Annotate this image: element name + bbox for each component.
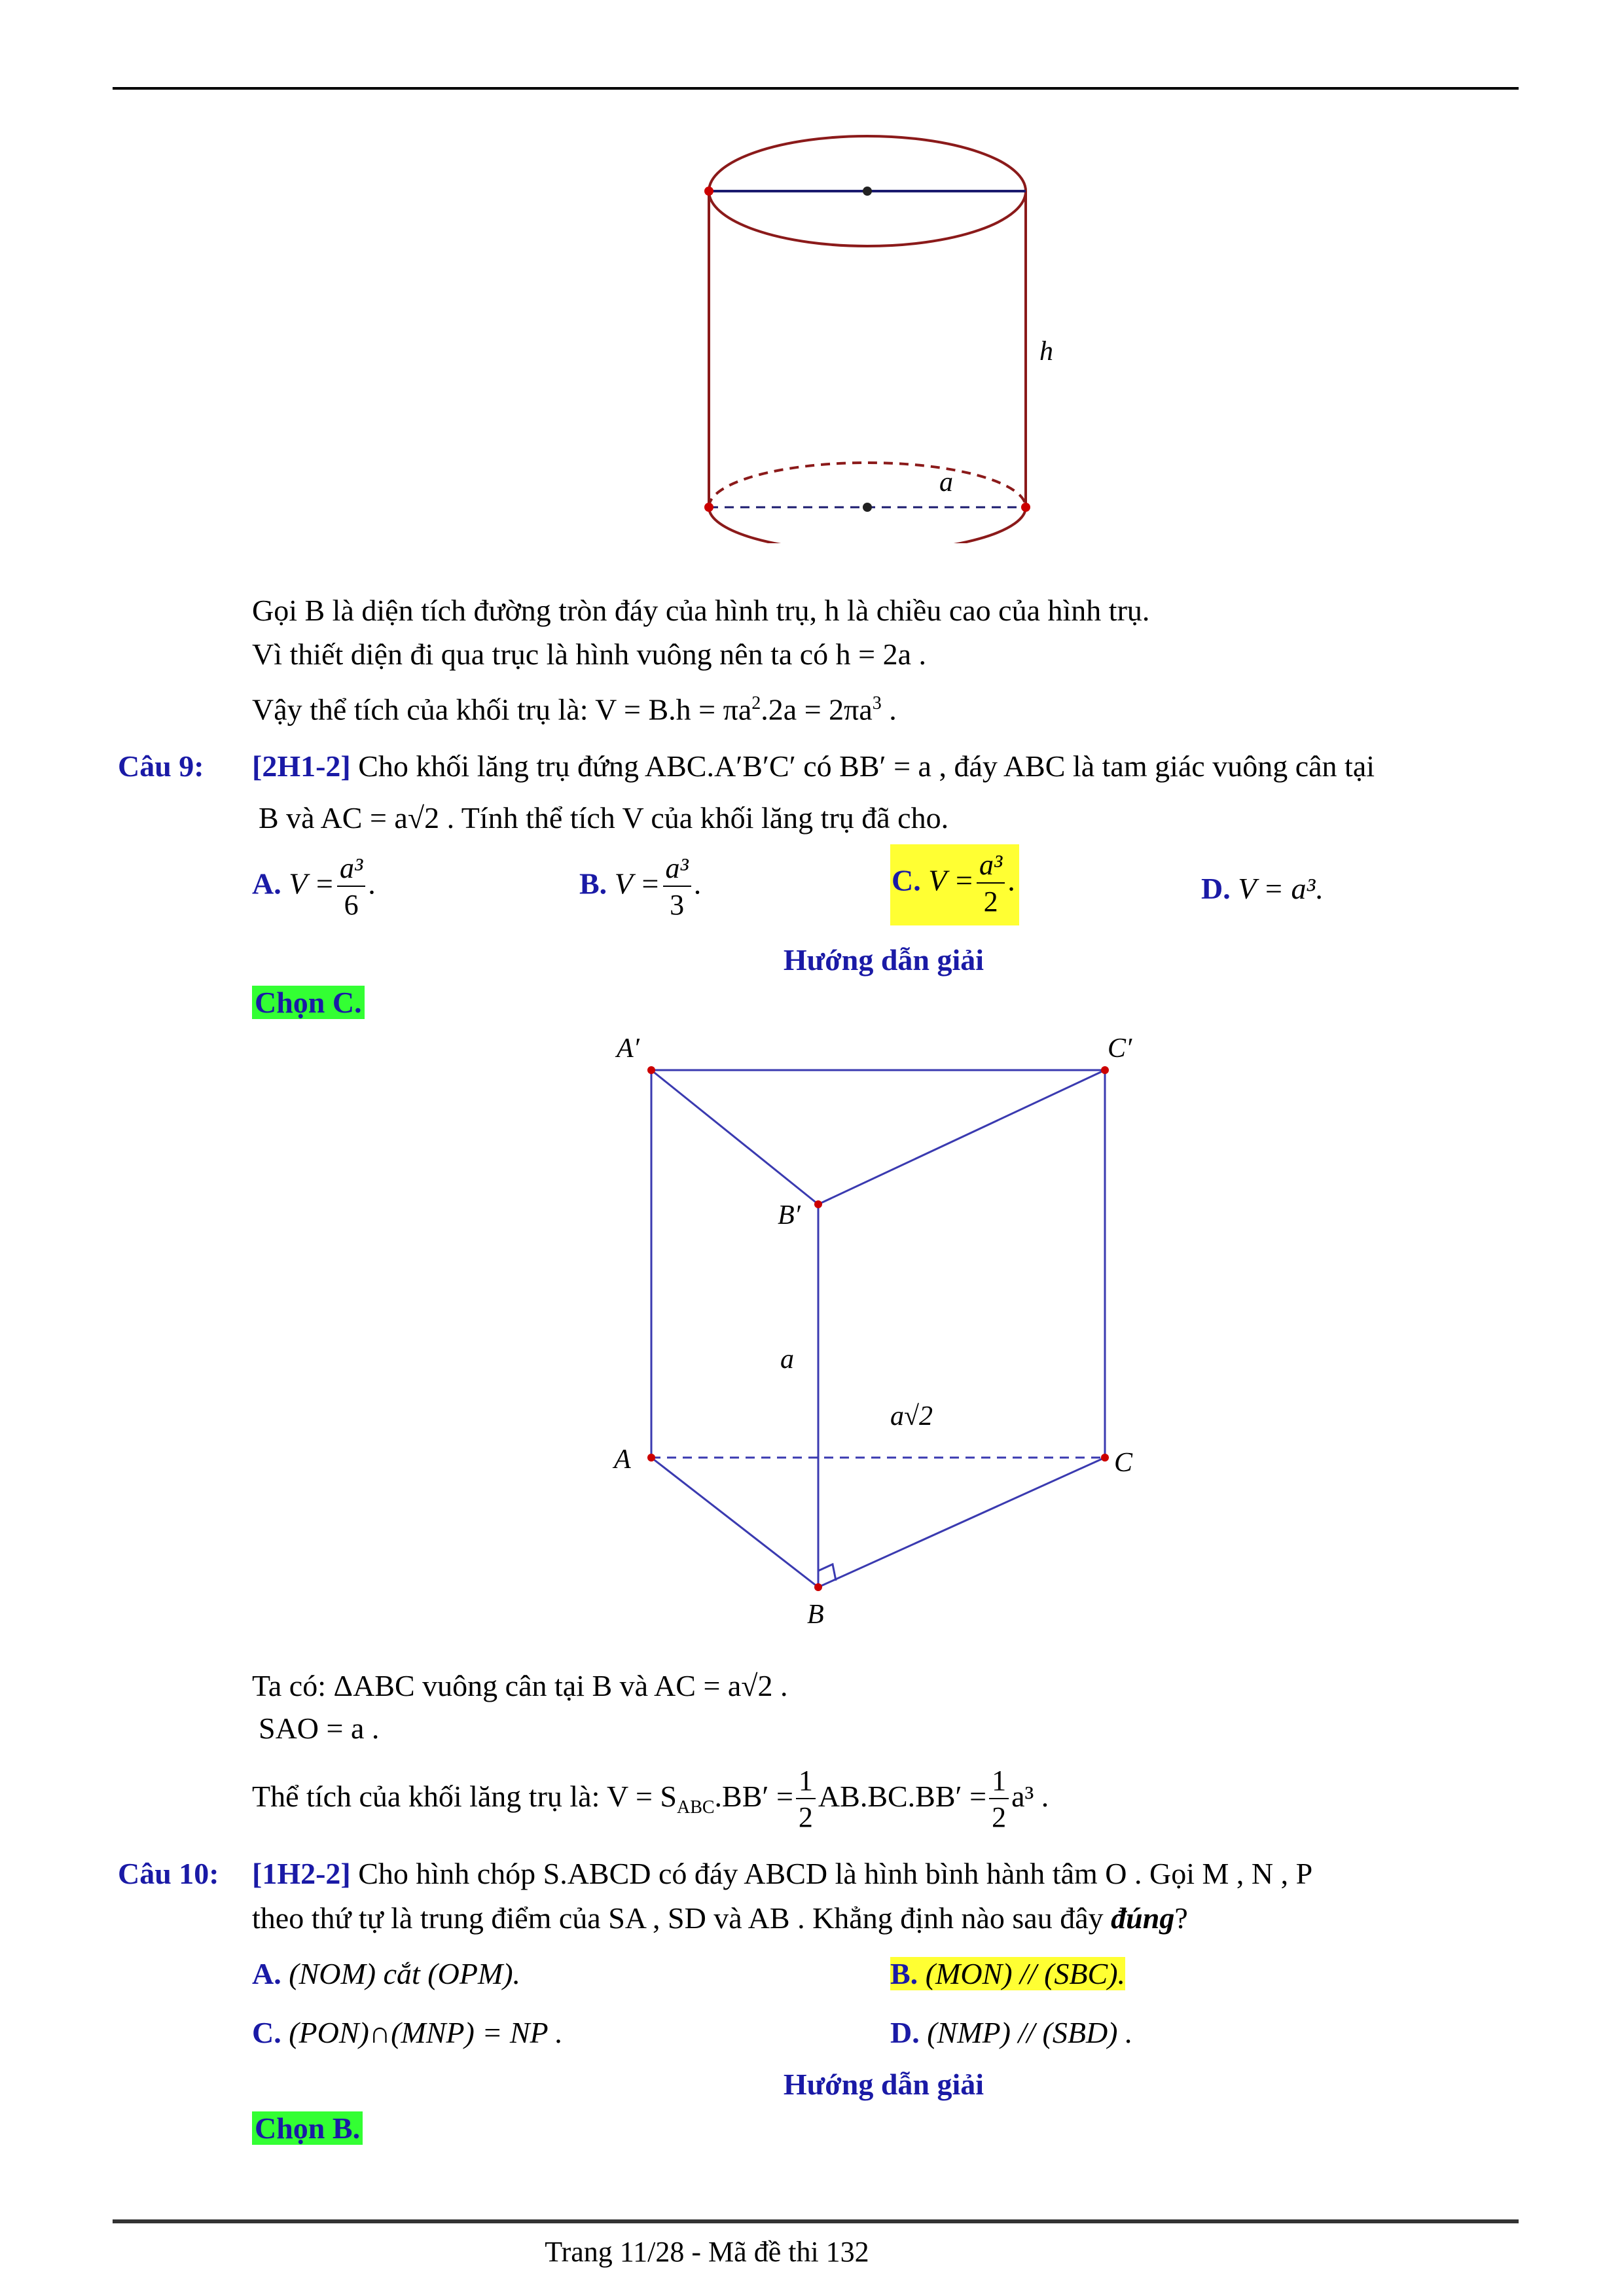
footer-rule — [113, 2219, 1519, 2223]
label-C: C — [1114, 1448, 1133, 1478]
q9-sol-3 — [252, 1761, 1049, 1844]
q9-option-b-lhs: V = — [614, 867, 660, 901]
q9-option-d-end: . — [1315, 872, 1323, 905]
point-bottom-center — [863, 503, 872, 512]
q10-option-b-highlight — [890, 1957, 1125, 1990]
point-C — [1101, 1454, 1109, 1462]
q10-line-2 — [252, 1900, 1188, 1937]
label-edge-asqrt2: a√2 — [890, 1401, 933, 1431]
header-rule — [113, 87, 1519, 90]
q9-option-a[interactable] — [252, 854, 376, 920]
label-A: A — [614, 1444, 631, 1475]
point-bottom-left — [704, 503, 713, 512]
q9-sol-1: Ta có: ΔABC vuông cân tại B và AC = a√2 . — [252, 1669, 788, 1702]
q9-option-a-num: a³ — [337, 854, 365, 887]
edge-A1-B1 — [651, 1070, 818, 1204]
q9-sol-3-frac2 — [989, 1767, 1009, 1832]
q9-option-b-num: a³ — [663, 854, 691, 887]
q9-choice: Chọn C. — [252, 986, 365, 1019]
q9-sol-2: SAO = a . — [259, 1712, 380, 1745]
label-h: h — [1039, 336, 1053, 367]
label-B1: B′ — [778, 1200, 801, 1230]
q10-choice-wrap — [252, 2111, 363, 2145]
q10-option-d-text: (NMP) // (SBD) . — [927, 2016, 1133, 2049]
q9-solution-title: Hướng dẫn giải — [783, 943, 984, 977]
q10-option-d-letter: D. — [890, 2016, 920, 2049]
q9-sol-3-c: AB.BC.BB′ = — [818, 1780, 987, 1813]
q9-option-c-frac — [977, 851, 1005, 916]
q10-text-2-emphasis: đúng — [1111, 1901, 1175, 1935]
q9-option-c-lhs: V = — [928, 863, 975, 897]
q9-option-d-letter: D. — [1201, 872, 1231, 905]
q10-label: Câu 10: — [118, 1857, 219, 1890]
edge-B1-C1 — [818, 1070, 1105, 1204]
q9-option-d-lhs: V = a³ — [1238, 872, 1316, 905]
q10-option-b-text: (MON) // (SBC). — [925, 1957, 1126, 1990]
point-A1 — [647, 1066, 655, 1074]
q9-sol-3-b: .BB′ = — [714, 1780, 793, 1813]
q10-option-a[interactable] — [252, 1956, 520, 1992]
q9-option-b-frac — [663, 854, 691, 920]
q9-sol-3-frac1-den: 2 — [798, 1801, 813, 1834]
edge-A-B — [651, 1458, 818, 1587]
edge-B-C — [818, 1458, 1105, 1587]
q9-option-a-frac — [337, 854, 365, 920]
q10-option-c-letter: C. — [252, 2016, 281, 2049]
q9-option-b-letter: B. — [579, 867, 607, 901]
intro-line-3-a: Vậy thể tích của khối trụ là: V = B.h = πa — [252, 692, 752, 726]
q9-sol-3-frac1-num: 1 — [796, 1767, 816, 1799]
q9-option-b-den: 3 — [670, 889, 685, 921]
q9-line-1 — [252, 748, 1375, 785]
q9-option-a-den: 6 — [344, 889, 359, 921]
q10-choice: Chọn B. — [252, 2111, 363, 2145]
intro-line-3-b: .2a = 2πa — [761, 692, 873, 726]
point-top-center — [863, 187, 872, 196]
label-C1: C′ — [1108, 1033, 1132, 1064]
q9-option-c-letter: C. — [892, 863, 921, 897]
q9-option-a-letter: A. — [252, 867, 281, 901]
q10-line-1 — [252, 1856, 1312, 1892]
q9-option-d[interactable] — [1201, 870, 1323, 907]
cylinder-bottom-back — [709, 463, 1026, 507]
q10-option-d[interactable] — [890, 2015, 1133, 2051]
q9-sol-3-sub: ABC — [676, 1797, 715, 1818]
q10-tag: [1H2-2] — [252, 1857, 351, 1890]
cylinder-bottom-front — [709, 507, 1026, 543]
q9-option-c[interactable] — [890, 844, 1019, 925]
q10-option-a-text: (NOM) cắt (OPM). — [289, 1957, 521, 1990]
q9-tag: [2H1-2] — [252, 749, 351, 783]
q10-option-b[interactable] — [890, 1956, 1125, 1992]
q9-label: Câu 9: — [118, 749, 204, 783]
intro-line-3-c: . — [881, 692, 897, 726]
point-B — [814, 1583, 822, 1591]
q10-text-1: Cho hình chóp S.ABCD có đáy ABCD là hình bình hành tâm O . Gọi M , N , P — [350, 1857, 1313, 1890]
q9-option-c-num: a³ — [977, 851, 1005, 884]
q9-sol-3-frac2-num: 1 — [989, 1767, 1009, 1799]
q9-sol-3-a: Thể tích của khối lăng trụ là: V = S — [252, 1780, 677, 1813]
q9-option-b-end: . — [693, 867, 702, 901]
q10-text-2: theo thứ tự là trung điểm của SA , SD và AB . Khẳng định nào sau đây — [252, 1901, 1111, 1935]
right-angle-mark — [818, 1564, 836, 1581]
q10-option-b-letter: B. — [890, 1957, 918, 1990]
label-a: a — [939, 467, 953, 497]
intro-line-3: Vậy thể tích của khối trụ là: $V = B.h = \pi a^2.2a = 2\pi a^3$ . — [252, 692, 897, 726]
q10-text-2-end: ? — [1174, 1901, 1188, 1935]
point-bottom-right — [1021, 503, 1030, 512]
point-A — [647, 1454, 655, 1462]
q9-header — [118, 748, 204, 785]
label-B: B — [807, 1600, 824, 1630]
point-C1 — [1101, 1066, 1109, 1074]
q10-solution-title: Hướng dẫn giải — [783, 2068, 984, 2101]
q10-option-a-letter: A. — [252, 1957, 281, 1990]
page-footer: Trang 11/28 - Mã đề thi 132 — [545, 2236, 869, 2268]
cylinder-figure — [681, 124, 1074, 543]
q9-option-b[interactable] — [579, 854, 701, 920]
intro-line-2: Vì thiết diện đi qua trục là hình vuông nên ta có h = 2a . — [252, 637, 927, 671]
point-top-left — [704, 187, 713, 196]
q9-sol-3-frac2-den: 2 — [992, 1801, 1007, 1834]
prism-figure — [602, 1028, 1146, 1643]
label-edge-a: a — [780, 1344, 794, 1374]
q9-sol-3-d: a³ . — [1011, 1780, 1049, 1813]
q9-line-2: B và AC = a√2 . Tính thể tích V của khối lăng trụ đã cho. — [259, 801, 949, 834]
intro-line-1: Gọi B là diện tích đường tròn đáy của hình trụ, h là chiều cao của hình trụ. — [252, 594, 1150, 627]
q9-text-1: Cho khối lăng trụ đứng ABC.A′B′C′ có BB′ = a , đáy ABC là tam giác vuông cân tại — [350, 749, 1375, 783]
q9-option-a-end: . — [368, 867, 376, 901]
q9-option-c-den: 2 — [983, 886, 998, 918]
q9-option-a-lhs: V = — [289, 867, 335, 901]
q9-option-c-end: . — [1007, 863, 1015, 897]
q10-option-c[interactable] — [252, 2015, 563, 2051]
q10-header — [118, 1856, 219, 1892]
q10-option-c-text: (PON)∩(MNP) = NP . — [289, 2016, 563, 2049]
label-A1: A′ — [617, 1033, 640, 1064]
q9-sol-3-frac1 — [796, 1767, 816, 1832]
q9-choice-wrap — [252, 985, 365, 1020]
point-B1 — [814, 1200, 822, 1208]
